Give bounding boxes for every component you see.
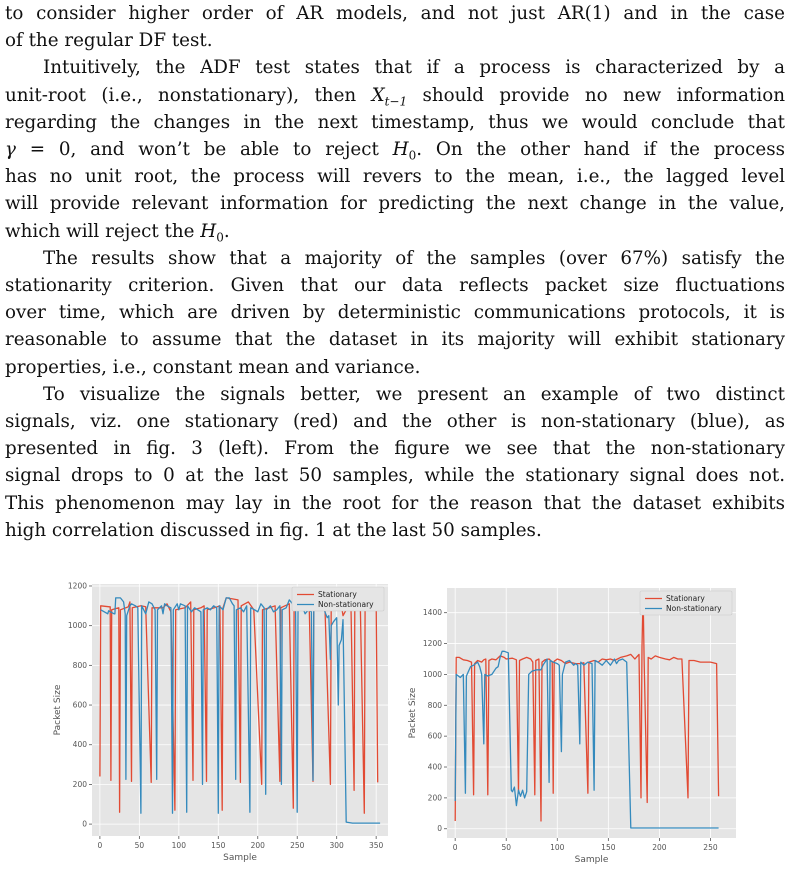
text-line: properties, i.e., constant mean and variance. bbox=[5, 356, 421, 378]
legend bbox=[292, 587, 384, 611]
y-tick-label: 1200 bbox=[422, 639, 442, 649]
x-axis-label: Sample bbox=[574, 855, 609, 865]
text-line: over time, which are driven by deterministic communications protocols, it is bbox=[5, 302, 785, 324]
legend bbox=[640, 591, 732, 615]
y-tick-label: 200 bbox=[72, 779, 87, 789]
x-tick-label: 150 bbox=[211, 841, 226, 850]
text-line: of the regular DF test. bbox=[5, 30, 213, 52]
paragraph-4 bbox=[5, 381, 785, 544]
x-tick-label: 50 bbox=[501, 843, 512, 852]
y-tick-label: 0 bbox=[437, 824, 442, 834]
text-line: high correlation discussed in fig. 1 at the last 50 samples. bbox=[5, 519, 542, 541]
text-line: This phenomenon may lay in the root for the reason that the dataset exhibits bbox=[5, 492, 785, 514]
math-h: H bbox=[200, 220, 217, 242]
math-sub: 0 bbox=[408, 148, 417, 163]
x-tick-label: 0 bbox=[97, 841, 103, 850]
text-line bbox=[5, 218, 785, 245]
text-line: regarding the changes in the next timestamp, thus we would conclude that bbox=[5, 111, 785, 133]
x-tick-label: 200 bbox=[652, 843, 667, 852]
text-line: Intuitively, the ADF test states that if a process is characterized by a bbox=[43, 57, 785, 79]
y-tick-label: 800 bbox=[72, 660, 87, 670]
y-tick-label: 200 bbox=[427, 793, 442, 803]
y-tick-label: 400 bbox=[427, 762, 442, 772]
math-gamma: γ bbox=[5, 139, 16, 161]
paragraph-3 bbox=[5, 245, 785, 381]
y-tick-label: 400 bbox=[72, 740, 87, 750]
x-tick-label: 150 bbox=[601, 843, 616, 852]
x-tick-label: 100 bbox=[171, 841, 186, 850]
text-line: presented in fig. 3 (left). From the figure we see that the non-stationary bbox=[5, 438, 785, 460]
text-run: which will reject the bbox=[5, 220, 201, 242]
y-tick-label: 1200 bbox=[67, 582, 87, 591]
text-line: The results show that a majority of the samples (over 67%) satisfy the bbox=[43, 247, 785, 269]
y-axis-label: Packet Size bbox=[408, 687, 418, 739]
text-line: signals, viz. one stationary (red) and the other is non-stationary (blue), as bbox=[5, 411, 785, 433]
x-tick-label: 100 bbox=[550, 843, 565, 852]
legend-label: Stationary bbox=[666, 594, 705, 603]
text-run: . bbox=[223, 220, 230, 242]
y-tick-label: 1000 bbox=[422, 669, 442, 679]
y-tick-label: 0 bbox=[82, 819, 87, 829]
text-line: has no unit root, the process will revers to the mean, i.e., the lagged level bbox=[5, 166, 785, 188]
y-tick-label: 600 bbox=[72, 700, 87, 710]
text-line: to consider higher order of AR models, and not just AR(1) and in the case bbox=[5, 3, 785, 24]
chart-left bbox=[40, 582, 395, 868]
math-sub: 0 bbox=[216, 230, 224, 245]
body-text bbox=[5, 0, 785, 544]
paragraph-1 bbox=[5, 0, 785, 54]
text-line: signal drops to 0 at the last 50 samples, while the stationary signal does not. bbox=[5, 465, 785, 487]
y-tick-label: 1000 bbox=[67, 621, 87, 631]
text-run: . On the other hand if the process bbox=[416, 139, 786, 161]
text-line: reasonable to assume that the dataset in its majority will exhibit stationary bbox=[5, 329, 785, 351]
text-run: should provide no new information bbox=[407, 84, 785, 106]
text-line bbox=[5, 82, 785, 109]
x-tick-label: 200 bbox=[250, 841, 265, 850]
text-line: stationarity criterion. Given that our data reflects packet size fluctuations bbox=[5, 275, 785, 297]
x-axis-label: Sample bbox=[223, 853, 257, 863]
paragraph-2 bbox=[5, 54, 785, 244]
text-run: unit-root (i.e., nonstationary), then bbox=[5, 84, 372, 106]
x-tick-label: 250 bbox=[703, 843, 718, 852]
math-x: X bbox=[371, 84, 385, 106]
legend-label: Non-stationary bbox=[666, 604, 722, 613]
chart-right bbox=[398, 586, 743, 868]
plot-area bbox=[447, 588, 736, 838]
text-line: will provide relevant information for predicting the next change in the value, bbox=[5, 193, 785, 215]
legend-label: Stationary bbox=[318, 590, 357, 599]
x-tick-label: 50 bbox=[134, 841, 145, 850]
x-tick-label: 250 bbox=[290, 841, 305, 850]
y-tick-label: 600 bbox=[427, 731, 442, 741]
y-tick-label: 800 bbox=[427, 700, 442, 710]
math-sub: t−1 bbox=[384, 94, 408, 109]
text-line: To visualize the signals better, we present an example of two distinct bbox=[43, 383, 785, 405]
figure-3 bbox=[0, 576, 790, 871]
text-line bbox=[5, 136, 785, 163]
x-tick-label: 0 bbox=[452, 843, 458, 852]
text-run: = 0, and won’t be able to reject bbox=[15, 139, 393, 161]
y-axis-label: Packet Size bbox=[53, 684, 63, 736]
x-tick-label: 300 bbox=[329, 841, 344, 850]
x-tick-label: 350 bbox=[368, 841, 384, 850]
y-tick-label: 1400 bbox=[422, 608, 442, 618]
legend-label: Non-stationary bbox=[318, 600, 374, 609]
math-h: H bbox=[392, 139, 409, 161]
